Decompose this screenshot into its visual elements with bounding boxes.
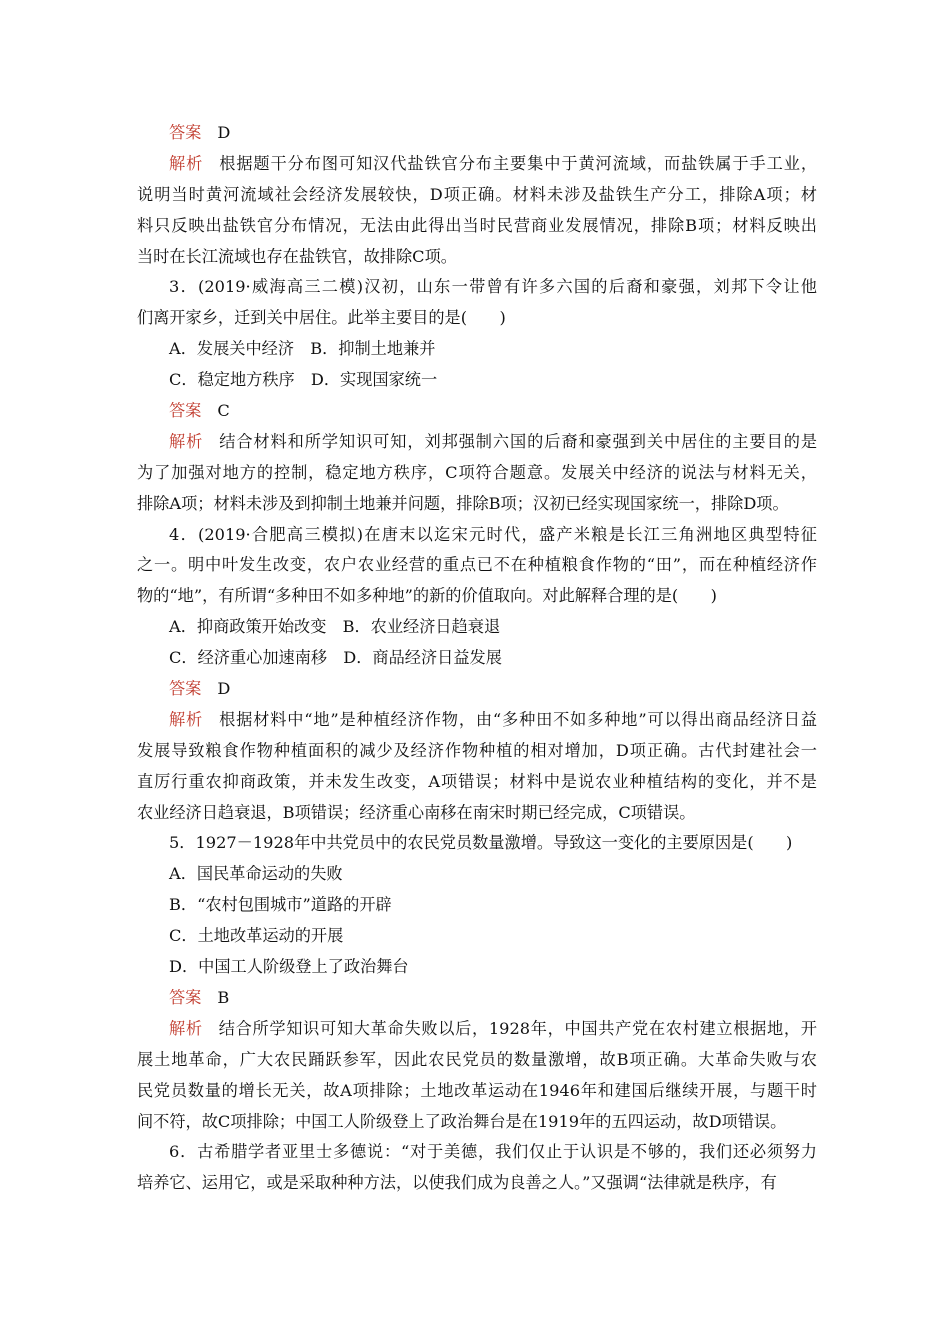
answer-text: D: [217, 123, 231, 142]
explain-line: [137, 1107, 817, 1138]
option-line: [137, 643, 817, 674]
explain-line: [137, 767, 817, 798]
question-text: 5．1927－1928年中共党员中的农民党员数量激增。导致这一变化的主要原因是( ): [169, 833, 793, 853]
question-line: [137, 581, 817, 612]
explain-text: 发展导致粮食作物种植面积的减少及经济作物种植的相对增加，D项正确。古代封建社会一: [137, 740, 817, 760]
explain-text: 排除A项；材料未涉及到抑制土地兼并问题，排除B项；汉初已经实现国家统一，排除D项。: [137, 493, 789, 513]
option-line: [137, 859, 817, 890]
question-q3: [137, 272, 817, 334]
question-text: 3．(2019·威海高三二模)汉初，山东一带曾有许多六国的后裔和豪强，刘邦下令让他: [169, 277, 817, 297]
explain-text: 民党员数量的增长无关，故A项排除；土地改革运动在1946年和建国后继续开展，与题干时: [137, 1080, 817, 1100]
explain-line: [137, 242, 817, 273]
option-o3b: [137, 365, 817, 396]
answer-label: 答案: [169, 123, 202, 142]
answer-line: [137, 396, 817, 427]
explain-line: [137, 1014, 817, 1045]
answer-line: [137, 118, 817, 149]
explain-e2: [137, 149, 817, 273]
explain-text: 料只反映出盐铁官分布情况，无法由此得出当时民营商业发展情况，排除B项；材料反映出: [137, 215, 817, 235]
explain-text: 根据题干分布图可知汉代盐铁官分布主要集中于黄河流域，而盐铁属于手工业，: [219, 153, 818, 173]
answer-text: B: [217, 987, 230, 1007]
question-line: [137, 272, 817, 303]
explain-line: [137, 1076, 817, 1107]
explain-line: [137, 458, 817, 489]
document-page: [137, 118, 817, 1199]
option-o3a: [137, 334, 817, 365]
explain-text: 当时在长江流域也存在盐铁官，故排除C项。: [137, 246, 457, 266]
option-line: [137, 612, 817, 643]
explain-label: 解析: [169, 153, 204, 173]
option-text: B．“农村包围城市”道路的开辟: [169, 895, 392, 915]
question-q5: [137, 828, 817, 859]
answer-a2: [137, 118, 817, 149]
explain-label: 解析: [169, 709, 204, 729]
explain-line: [137, 705, 817, 736]
option-line: [137, 890, 817, 921]
explain-text: 说明当时黄河流域社会经济发展较快，D项正确。材料未涉及盐铁生产分工，排除A项；材: [137, 184, 817, 204]
option-text: C．经济重心加速南移 D．商品经济日益发展: [169, 648, 502, 668]
answer-a3: [137, 396, 817, 427]
question-text: 物的“地”，有所谓“多种田不如多种地”的新的价值取向。对此解释合理的是( ): [137, 586, 717, 606]
explain-text: 直厉行重农抑商政策，并未发生改变，A项错误；材料中是说农业种植结构的变化，并不是: [137, 771, 817, 791]
option-o5d: [137, 952, 817, 983]
answer-label: 答案: [169, 987, 202, 1007]
explain-line: [137, 1045, 817, 1076]
explain-e5: [137, 1014, 817, 1138]
option-line: [137, 365, 817, 396]
explain-e4: [137, 705, 817, 829]
option-text: C．土地改革运动的开展: [169, 926, 344, 946]
answer-label: 答案: [169, 679, 202, 699]
explain-line: [137, 489, 817, 520]
answer-text: C: [217, 401, 230, 421]
explain-label: 解析: [169, 431, 204, 451]
question-line: [137, 828, 817, 859]
answer-text: D: [217, 679, 231, 699]
answer-label: 答案: [169, 401, 202, 421]
option-o5c: [137, 921, 817, 952]
question-line: [137, 1168, 817, 1199]
option-o5a: [137, 859, 817, 890]
option-text: C．稳定地方秩序 D．实现国家统一: [169, 370, 438, 390]
answer-line: [137, 983, 817, 1014]
explain-e3: [137, 427, 817, 520]
question-line: [137, 1137, 817, 1168]
question-line: [137, 550, 817, 581]
question-text: 培养它、运用它，或是采取种种方法，以使我们成为良善之人。”又强调“法律就是秩序，有: [137, 1173, 777, 1193]
explain-text: 结合材料和所学知识可知，刘邦强制六国的后裔和豪强到关中居住的主要目的是: [219, 431, 818, 451]
answer-line: [137, 674, 817, 705]
explain-line: [137, 211, 817, 242]
question-text: 们离开家乡，迁到关中居住。此举主要目的是( ): [137, 308, 506, 328]
explain-text: 结合所学知识可知大革命失败以后，1928年，中国共产党在农村建立根据地，开: [218, 1018, 817, 1038]
explain-line: [137, 427, 817, 458]
option-line: [137, 952, 817, 983]
explain-text: 根据材料中“地”是种植经济作物，由“多种田不如多种地”可以得出商品经济日益: [219, 709, 817, 729]
explain-line: [137, 180, 817, 211]
answer-a5: [137, 983, 817, 1014]
question-text: 4．(2019·合肥高三模拟)在唐末以迄宋元时代，盛产米粮是长江三角洲地区典型特征: [169, 524, 817, 544]
option-line: [137, 334, 817, 365]
explain-text: 间不符，故C项排除；中国工人阶级登上了政治舞台是在1919年的五四运动，故D项错误。: [137, 1111, 787, 1131]
option-o4b: [137, 643, 817, 674]
option-text: A．发展关中经济 B．抑制土地兼并: [169, 339, 436, 359]
question-q4: [137, 520, 817, 613]
answer-a4: [137, 674, 817, 705]
explain-text: 农业经济日趋衰退，B项错误；经济重心南移在南宋时期已经完成，C项错误。: [137, 802, 696, 822]
question-text: 6．古希腊学者亚里士多德说：“对于美德，我们仅止于认识是不够的，我们还必须努力: [169, 1142, 817, 1162]
option-text: A．国民革命运动的失败: [169, 864, 343, 884]
question-line: [137, 303, 817, 334]
explain-line: [137, 736, 817, 767]
option-o4a: [137, 612, 817, 643]
question-text: 之一。明中叶发生改变，农户农业经营的重点已不在种植粮食作物的“田”，而在种植经济作: [137, 555, 817, 575]
explain-text: 展土地革命，广大农民踊跃参军，因此农民党员的数量激增，故B项正确。大革命失败与农: [137, 1049, 817, 1069]
question-q6: [137, 1137, 817, 1199]
explain-line: [137, 798, 817, 829]
option-line: [137, 921, 817, 952]
explain-line: [137, 149, 817, 180]
explain-text: 为了加强对地方的控制，稳定地方秩序，C项符合题意。发展关中经济的说法与材料无关，: [137, 462, 817, 482]
question-line: [137, 520, 817, 551]
option-text: A．抑商政策开始改变 B．农业经济日趋衰退: [169, 617, 501, 637]
option-o5b: [137, 890, 817, 921]
explain-label: 解析: [169, 1018, 203, 1038]
option-text: D．中国工人阶级登上了政治舞台: [169, 957, 409, 977]
